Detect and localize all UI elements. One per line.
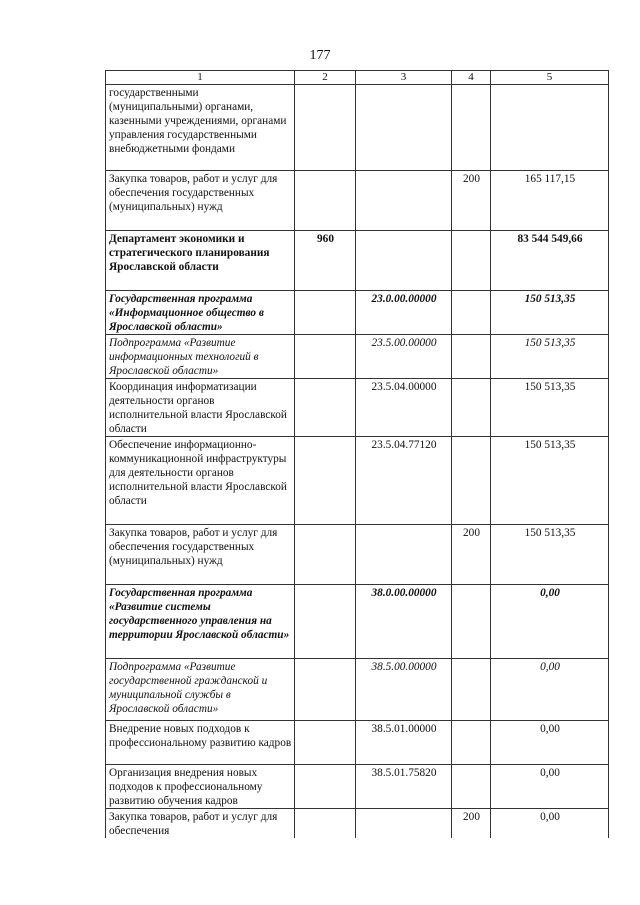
table-row (106, 379, 609, 437)
cell-name: Департамент экономики и стратегического планирования Ярославской области (106, 231, 295, 291)
cell-amount: 150 513,35 (491, 291, 609, 335)
cell-type: 200 (452, 171, 491, 231)
table-row (106, 659, 609, 721)
cell-dept (295, 291, 356, 335)
cell-name: Закупка товаров, работ и услуг для обеспечения государственных (муниципальных) нужд (106, 525, 295, 585)
cell-amount: 0,00 (491, 721, 609, 765)
cell-dept (295, 171, 356, 231)
cell-amount: 83 544 549,66 (491, 231, 609, 291)
cell-code (356, 85, 452, 171)
cell-type (452, 291, 491, 335)
cell-code: 23.0.00.00000 (356, 291, 452, 335)
cell-name: Координация информатизации деятельности органов исполнительной власти Ярославской области (106, 379, 295, 437)
table-row (106, 231, 609, 291)
cell-code: 38.5.01.00000 (356, 721, 452, 765)
cell-dept (295, 765, 356, 809)
cell-name: Закупка товаров, работ и услуг для обеспечения государственных (муниципальных) нужд (106, 171, 295, 231)
cell-type (452, 659, 491, 721)
cell-code (356, 525, 452, 585)
cell-amount (491, 85, 609, 171)
cell-dept (295, 659, 356, 721)
header-row (106, 71, 609, 85)
cell-type (452, 765, 491, 809)
cell-dept (295, 525, 356, 585)
cell-name: Организация внедрения новых подходов к профессиональному развитию обучения кадров (106, 765, 295, 809)
cell-amount: 150 513,35 (491, 437, 609, 525)
cell-code: 38.5.01.75820 (356, 765, 452, 809)
cell-type (452, 85, 491, 171)
header-col-5: 5 (491, 71, 609, 85)
cell-dept: 960 (295, 231, 356, 291)
header-col-4: 4 (452, 71, 491, 85)
header-col-3: 3 (356, 71, 452, 85)
table-row (106, 437, 609, 525)
cell-code: 38.0.00.00000 (356, 585, 452, 659)
cell-type (452, 379, 491, 437)
cell-type: 200 (452, 525, 491, 585)
table-row (106, 809, 609, 839)
table-row (106, 85, 609, 171)
cell-dept (295, 721, 356, 765)
cell-amount: 0,00 (491, 585, 609, 659)
table-body (106, 85, 609, 839)
cell-dept (295, 85, 356, 171)
cell-name: Государственная программа «Развитие системы государственного управления на территории Ярославской области» (106, 585, 295, 659)
cell-name: Внедрение новых подходов к профессиональному развитию кадров (106, 721, 295, 765)
header-col-1: 1 (106, 71, 295, 85)
table-row (106, 171, 609, 231)
cell-type (452, 585, 491, 659)
cell-code (356, 809, 452, 839)
cell-dept (295, 437, 356, 525)
cell-dept (295, 335, 356, 379)
cell-name: Государственная программа «Информационное общество в Ярославской области» (106, 291, 295, 335)
header-col-2: 2 (295, 71, 356, 85)
cell-type (452, 437, 491, 525)
table-row (106, 525, 609, 585)
cell-dept (295, 585, 356, 659)
cell-type (452, 231, 491, 291)
table-row (106, 765, 609, 809)
cell-code (356, 171, 452, 231)
cell-amount: 150 513,35 (491, 525, 609, 585)
cell-code: 23.5.00.00000 (356, 335, 452, 379)
cell-amount: 150 513,35 (491, 379, 609, 437)
cell-name: государственными (муниципальными) органами, казенными учреждениями, органами управления государственными внебюджетными фондами (106, 85, 295, 171)
cell-dept (295, 809, 356, 839)
table-row (106, 585, 609, 659)
cell-type: 200 (452, 809, 491, 839)
cell-code: 23.5.04.77120 (356, 437, 452, 525)
cell-dept (295, 379, 356, 437)
cell-name: Закупка товаров, работ и услуг для обеспечения (106, 809, 295, 839)
budget-table (105, 70, 609, 838)
table-row (106, 335, 609, 379)
cell-amount: 165 117,15 (491, 171, 609, 231)
cell-code (356, 231, 452, 291)
cell-type (452, 721, 491, 765)
cell-type (452, 335, 491, 379)
page-number: 177 (309, 48, 331, 63)
cell-name: Подпрограмма «Развитие государственной гражданской и муниципальной службы в Ярославской области» (106, 659, 295, 721)
cell-name: Обеспечение информационно-коммуникационной инфраструктуры для деятельности органов исполнительной власти Ярославской области (106, 437, 295, 525)
table-row (106, 291, 609, 335)
cell-code: 38.5.00.00000 (356, 659, 452, 721)
cell-name: Подпрограмма «Развитие информационных технологий в Ярославской области» (106, 335, 295, 379)
cell-amount: 0,00 (491, 765, 609, 809)
cell-code: 23.5.04.00000 (356, 379, 452, 437)
table-row (106, 721, 609, 765)
cell-amount: 0,00 (491, 659, 609, 721)
cell-amount: 150 513,35 (491, 335, 609, 379)
cell-amount: 0,00 (491, 809, 609, 839)
